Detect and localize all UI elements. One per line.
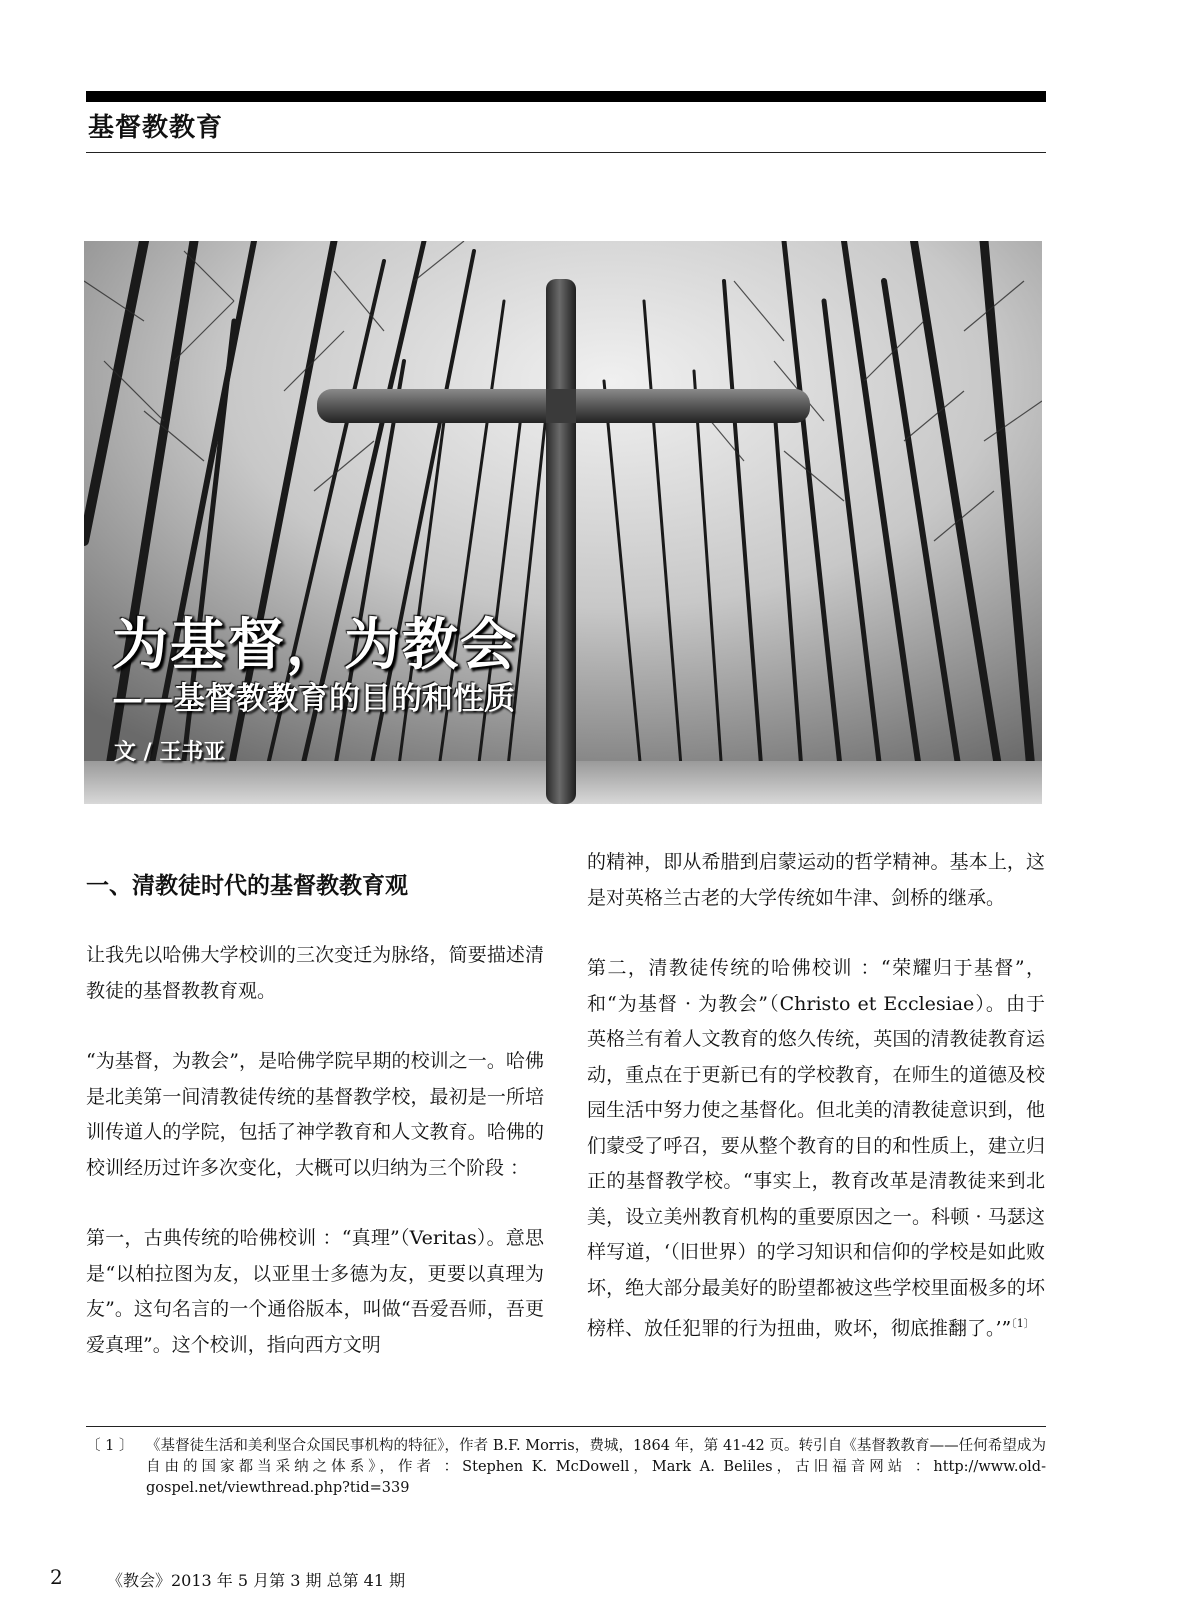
article-author: 文 / 王书亚 (114, 740, 226, 765)
section-heading: 一、清教徒时代的基督教教育观 (86, 872, 408, 899)
paragraph: 第一，古典传统的哈佛校训 ：“真理”（Veritas）。意思是“以柏拉图为友，以亚里士多德为友，更要以真理为友”。这句名言的一个通俗版本，叫做“吾爱吾师，吾更爱真理”。这个校训，指向西方文明 (86, 1227, 544, 1356)
left-column (86, 868, 544, 1398)
journal-info: 《教会》2013 年 5 月第 3 期 总第 41 期 (107, 1571, 406, 1590)
footnote-divider (86, 1426, 1046, 1427)
paragraph (587, 951, 1045, 1347)
footnote-text: 《基督徒生活和美利坚合众国民事机构的特征》，作者 B.F. Morris，费城，1864 年，第 41-42 页。转引自《基督教教育——任何希望成为自由的国家都当采纳之体系》，作者 ：Stephen K. McDowell，Mark A. Beliles，古旧福音网站 ：http://www.old-gospel.net/viewthread.php?tid=339 (146, 1438, 1046, 1496)
paragraph: 让我先以哈佛大学校训的三次变迁为脉络，简要描述清教徒的基督教教育观。 (86, 944, 544, 1002)
hero-banner (84, 241, 1042, 804)
page-number: 2 (50, 1565, 63, 1589)
paragraph: “为基督，为教会”，是哈佛学院早期的校训之一。哈佛是北美第一间清教徒传统的基督教学校，最初是一所培训传道人的学院，包括了神学教育和人文教育。哈佛的校训经历过许多次变化，大概可以归纳为三个阶段 ： (86, 1050, 544, 1179)
header-divider (86, 152, 1046, 153)
section-title: 基督教教育 (88, 113, 224, 143)
top-rule (86, 91, 1046, 102)
right-column (587, 845, 1045, 1382)
article-subtitle: ——基督教教育的目的和性质 (112, 681, 515, 717)
paragraph-text: 第二，清教徒传统的哈佛校训 ：“荣耀归于基督”，和“为基督 · 为教会”（Christo et Ecclesiae）。由于英格兰有着人文教育的悠久传统，英国的清教徒教育运动，重点在于更新已有的学校教育，在师生的道德及校园生活中努力使之基督化。但北美的清教徒意识到，他们蒙受了呼召，要从整个教育的目的和性质上，建立归正的基督教学校。“事实上，教育改革是清教徒来到北美，设立美州教育机构的重要原因之一。科顿 · 马瑟这样写道，‘（旧世界）的学习知识和信仰的学校是如此败坏，绝大部分最美好的盼望都被这些学校里面极多的坏榜样、放任犯罪的行为扭曲，败坏，彻底推翻了。’” (587, 957, 1045, 1340)
footnote (86, 1436, 1046, 1499)
footnote-reference[interactable]: 〔1〕 (1011, 1317, 1035, 1330)
footnote-mark: 〔 1 〕 (86, 1438, 134, 1454)
article-title: 为基督，为教会 (112, 613, 518, 678)
paragraph: 的精神，即从希腊到启蒙运动的哲学精神。基本上，这是对英格兰古老的大学传统如牛津、剑桥的继承。 (587, 851, 1045, 909)
cross-in-forest-photo (84, 241, 1042, 804)
